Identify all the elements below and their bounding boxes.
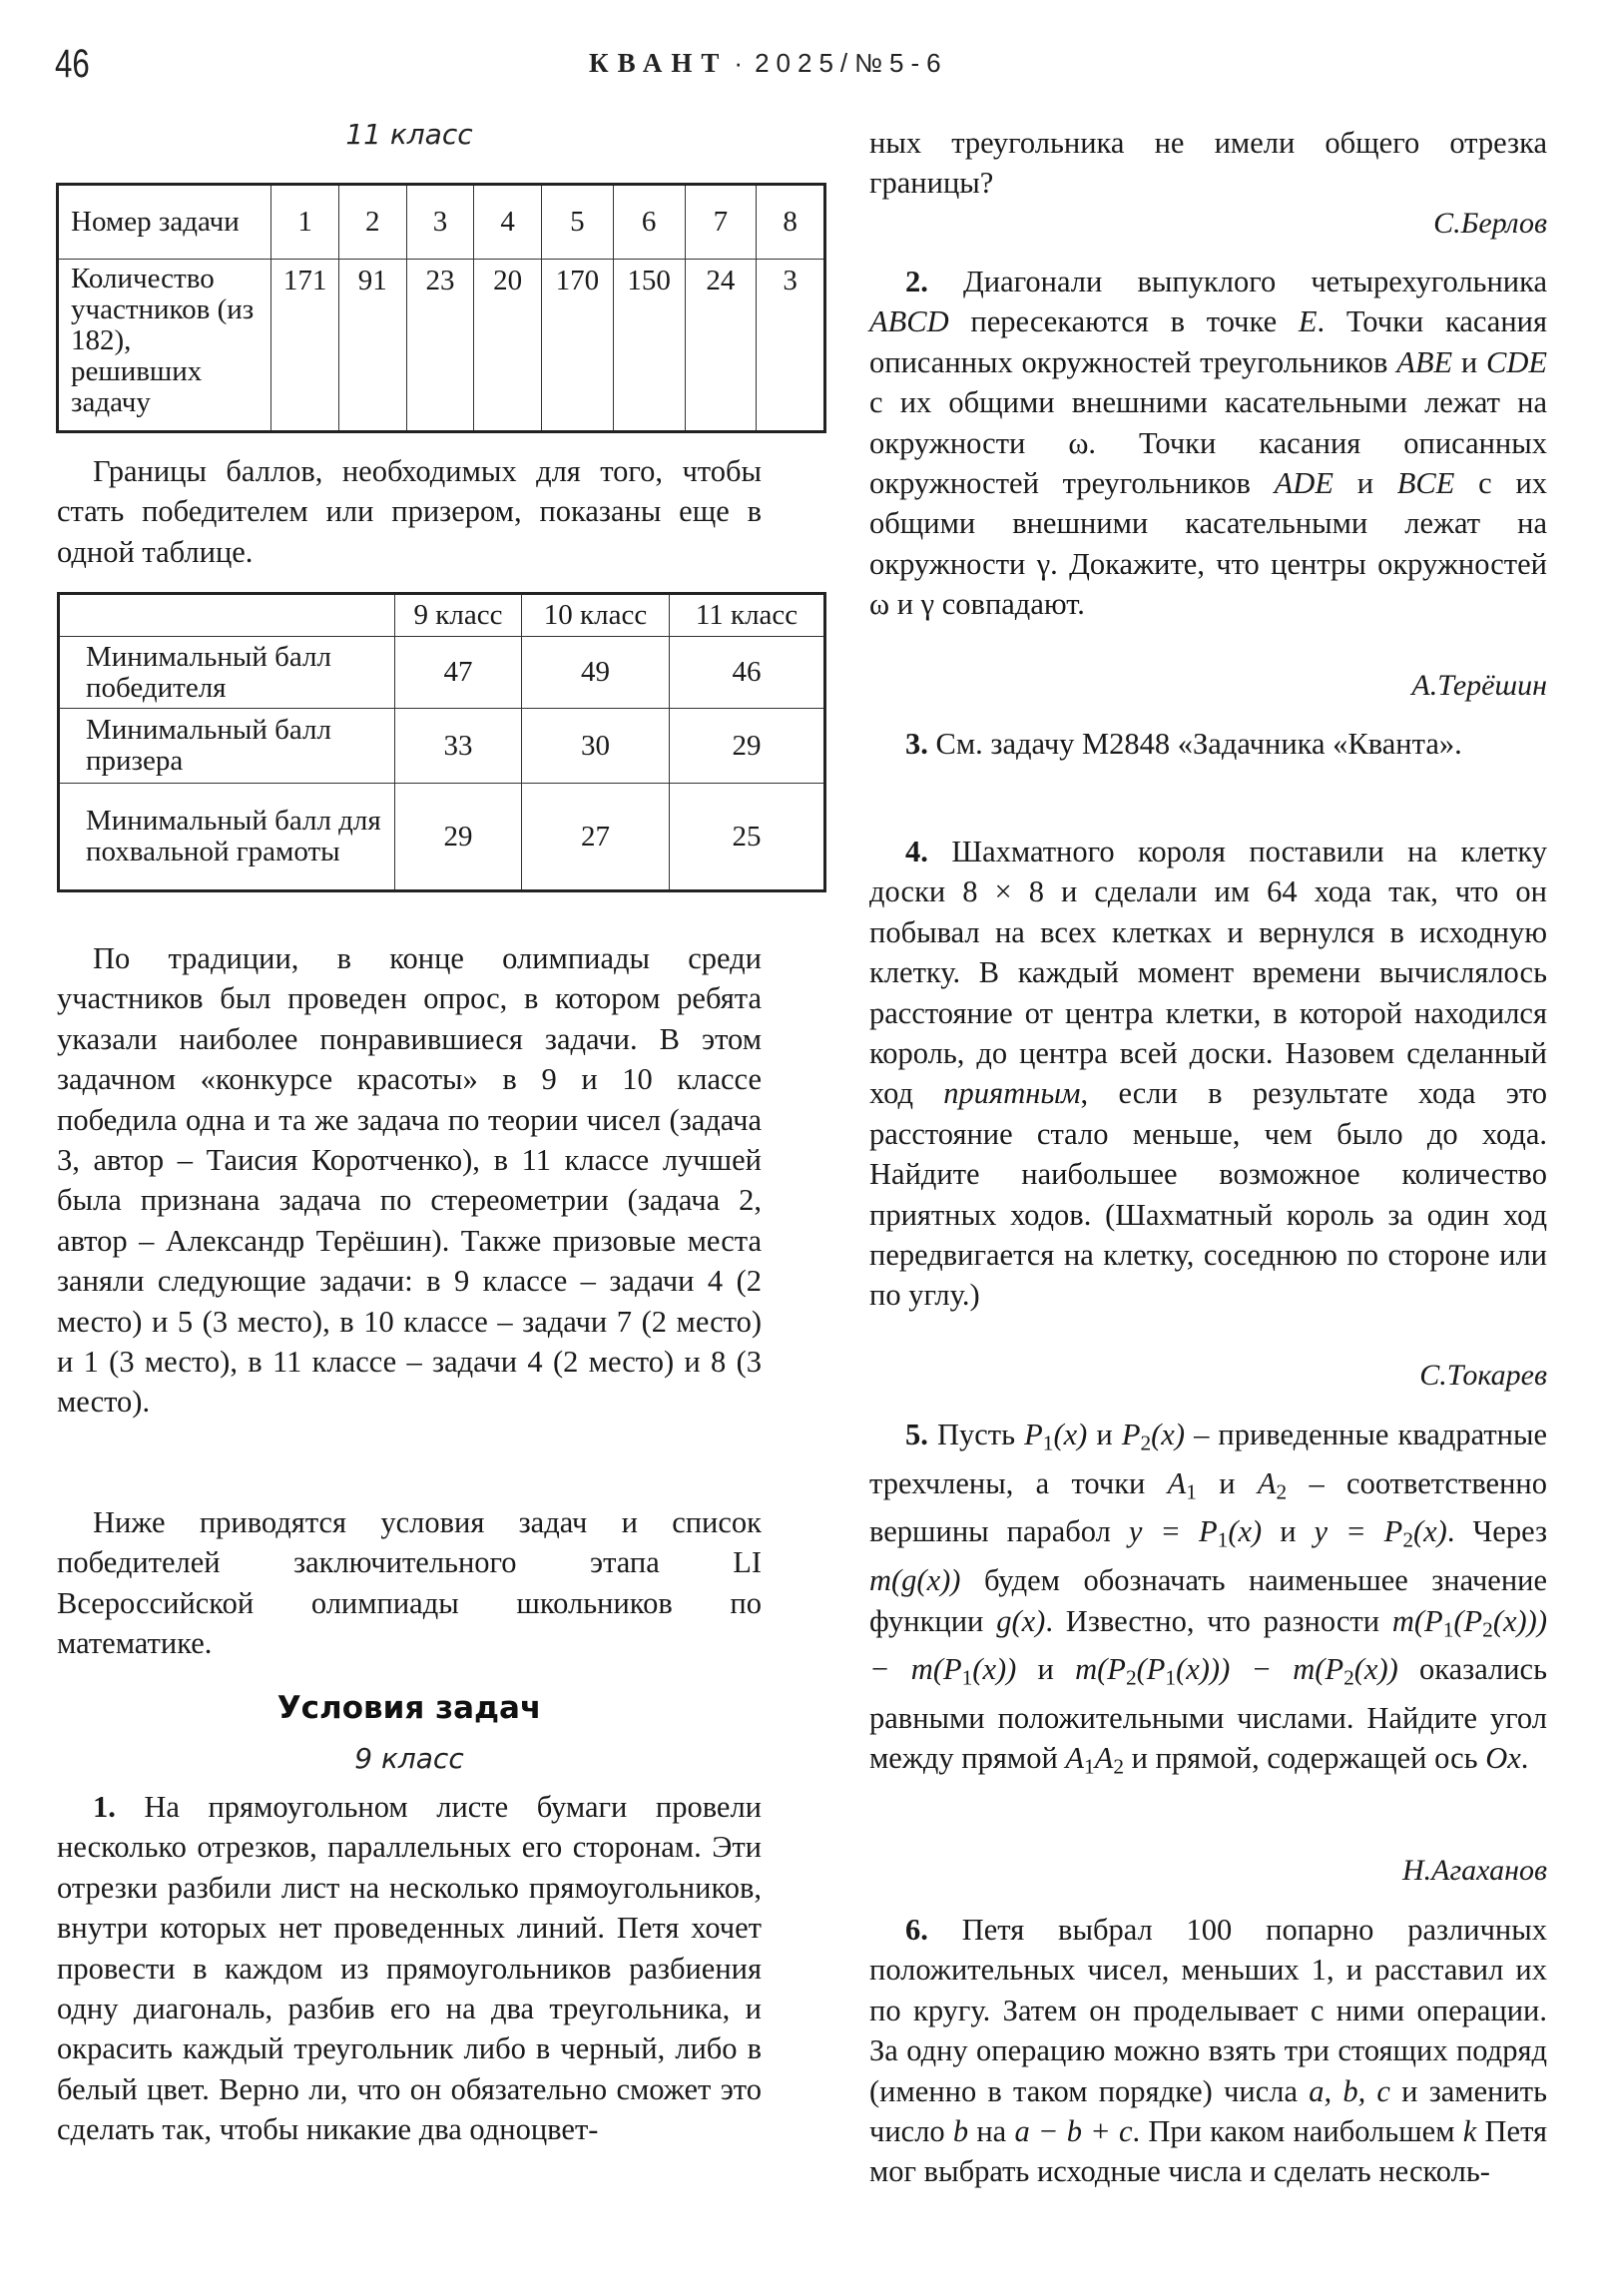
running-head bbox=[589, 48, 948, 79]
section-title: Условия задач bbox=[276, 1690, 542, 1726]
table-cell: 8 bbox=[757, 185, 825, 260]
table-cell: 25 bbox=[670, 784, 825, 891]
table-cell: 47 bbox=[395, 637, 522, 709]
problem-number: 6. bbox=[905, 1913, 928, 1947]
table-cell: 49 bbox=[522, 637, 670, 709]
math-expr: m(g(x)) bbox=[869, 1563, 961, 1598]
problem-3 bbox=[869, 724, 1547, 764]
math-var: CDE bbox=[1486, 344, 1548, 379]
problem-author: А.Терёшин bbox=[1411, 669, 1547, 702]
table-cell: 170 bbox=[542, 260, 614, 432]
math-var: ABCD bbox=[869, 304, 949, 339]
math-var: ABE bbox=[1396, 344, 1453, 379]
thresholds-paragraph: Границы баллов, необходимых для того, чтобы стать победителем или призером, показаны еще в одной таблице. bbox=[57, 454, 762, 569]
problem-text: См. задачу М2848 «Задачника «Кванта». bbox=[935, 727, 1462, 761]
math-expr: a − b + c bbox=[1014, 2114, 1133, 2149]
problem-author: Н.Агаханов bbox=[1401, 1854, 1547, 1887]
problem-6 bbox=[869, 1910, 1547, 2192]
table-row bbox=[59, 594, 825, 637]
problem-text: на bbox=[976, 2114, 1007, 2149]
problem-5 bbox=[869, 1415, 1547, 1787]
table-cell: 33 bbox=[395, 709, 522, 784]
problem-text: Пусть bbox=[936, 1418, 1016, 1451]
problem-text: и прямой, содержащей ось bbox=[1131, 1741, 1478, 1776]
problem-2 bbox=[869, 262, 1547, 625]
intro-paragraph: Ниже приводятся условия задач и список победителей заключительного этапа LI Всероссийской олимпиады школьников по математике. bbox=[57, 1505, 762, 1661]
table-cell: 29 bbox=[395, 784, 522, 891]
problem-number: 3. bbox=[905, 727, 928, 761]
problem-text: и bbox=[1280, 1514, 1297, 1549]
table-header-cell: Номер задачи bbox=[58, 185, 271, 260]
problem-text: – соответственно вершины парабол bbox=[869, 1465, 1547, 1549]
table-header-cell: 9 класс bbox=[395, 594, 522, 637]
math-expr: $y = P_2(x)$ bbox=[1314, 1514, 1447, 1552]
problem-text: Петя мог выбрать исходные числа и сделать несколь- bbox=[869, 2114, 1548, 2189]
problem-1 bbox=[57, 1787, 762, 2150]
math-expr: $m(P_2(P_1(x))) - m(P_2(x))$ bbox=[1075, 1652, 1398, 1690]
math-var: ADE bbox=[1274, 466, 1333, 501]
math-expr: $P_1(x)$ bbox=[1024, 1418, 1088, 1455]
table-cell: 2 bbox=[338, 185, 406, 260]
problem-text: и bbox=[1356, 466, 1374, 501]
table-cell: 46 bbox=[670, 637, 825, 709]
table-row-label: Минимальный балл призера bbox=[59, 709, 395, 784]
table-row-label: Минимальный балл для похвальной грамоты bbox=[59, 784, 395, 891]
problem-number: 5. bbox=[905, 1418, 928, 1451]
math-var: b bbox=[952, 2114, 969, 2149]
issue-number: 2025/№5-6 bbox=[755, 48, 948, 78]
problem-text: с их общими внешними касательными лежат на окружности γ. Докажите, что центры окружностей ω и γ совпадают. bbox=[869, 466, 1548, 622]
table-row bbox=[58, 260, 825, 432]
emphasis: приятным bbox=[943, 1076, 1081, 1111]
table-header-cell: 10 класс bbox=[522, 594, 670, 637]
problem-author: С.Берлов bbox=[1433, 207, 1547, 240]
problem-text: – приведенные квадратные трехчлены, а точки bbox=[869, 1418, 1548, 1500]
problem-text: Шахматного короля поставили на клетку доски 8 × 8 и сделали им 64 хода так, что он побывал на всех клетках и вернулся в исходную клетку. В каждый момент времени вычислялось расстояние от центра клетки, в которой находился король, до центра всей доски. Назовем сделанный ход bbox=[869, 835, 1547, 1111]
table-cell: 3 bbox=[757, 260, 825, 432]
class-11-heading: 11 класс bbox=[345, 118, 473, 151]
math-expr: $A_2$ bbox=[1257, 1465, 1288, 1504]
problem-text: и заменить число bbox=[869, 2073, 1548, 2149]
problem-text: , если в результате хода это расстояние стало меньше, чем было до хода. Найдите наибольшее возможное количество приятных ходов. (Шахматный король за один ход передвигается на клетку, соседнюю по стороне или по углу.) bbox=[869, 1076, 1547, 1313]
problem-author: С.Токарев bbox=[1419, 1359, 1547, 1392]
problem-text: и bbox=[1219, 1465, 1236, 1500]
table-cell: 4 bbox=[474, 185, 542, 260]
table-header-cell bbox=[59, 594, 395, 637]
solved-stats-table bbox=[56, 183, 826, 433]
math-var: a, b, c bbox=[1309, 2073, 1390, 2108]
table-row-label: Минимальный балл победителя bbox=[59, 637, 395, 709]
table-cell: 20 bbox=[474, 260, 542, 432]
survey-paragraph: По традиции, в конце олимпиады среди участников был проведен опрос, в котором ребята указали наиболее понравившиеся задачи. В этом задачном «конкурсе красоты» в 9 и 10 классе победила одна и та же задача по теории чисел (задача 3, автор – Таисия Коротченко), в 11 классе лучшей была признана задача по стереометрии (задача 2, автор – Александр Терёшин). Также призовые места заняли следующие задачи: в 9 классе – задачи 4 (2 место) и 5 (3 место), в 10 классе – задачи 7 (2 место) и 1 (3 место), в 11 классе – задачи 4 (2 место) и 8 (3 место). bbox=[57, 941, 762, 1420]
thresholds-table bbox=[57, 592, 826, 892]
table-cell: 150 bbox=[613, 260, 685, 432]
problem-text: . bbox=[1520, 1741, 1529, 1776]
table-row bbox=[59, 709, 825, 784]
problem-text: На прямоугольном листе бумаги провели несколько отрезков, параллельных его сторонам. Эти отрезки разбили лист на несколько прямоугольников, внутри которых нет проведенных линий. Петя хочет провести в каждом из прямоугольников разбиения одну диагональ, разбив его на два треугольника, и окрасить каждый треугольник либо в черный, либо в белый цвет. Верно ли, что он обязательно сможет это сделать так, чтобы никакие два одноцвет- bbox=[57, 1790, 763, 2147]
problem-text: . Известно, что разности bbox=[1045, 1603, 1380, 1638]
table-row bbox=[58, 185, 825, 260]
math-var: k bbox=[1462, 2114, 1477, 2149]
problem-text: . Через bbox=[1446, 1514, 1548, 1549]
math-expr: $m(P_1(P_2(x))) - m(P_1(x))$ bbox=[869, 1603, 1547, 1690]
table-cell: 5 bbox=[542, 185, 614, 260]
problem-text: будем обозначать наименьшее значение функции bbox=[869, 1563, 1547, 1638]
table-cell: 7 bbox=[685, 185, 757, 260]
problem-text: с их общими внешними касательными лежат на окружности ω. Точки касания описанных окружностей треугольников bbox=[869, 385, 1547, 501]
table-cell: 171 bbox=[271, 260, 339, 432]
table-cell: 24 bbox=[685, 260, 757, 432]
page-number: 46 bbox=[55, 42, 90, 86]
problem-text: . Точки касания описанных окружностей треугольников bbox=[869, 304, 1548, 379]
math-expr: g(x) bbox=[996, 1603, 1046, 1638]
math-expr: Ox bbox=[1485, 1741, 1521, 1776]
table-row bbox=[59, 784, 825, 891]
math-var: E bbox=[1298, 304, 1318, 339]
problem-text: оказались равными положительными числами. Найдите угол между прямой bbox=[869, 1652, 1548, 1776]
problem-text: и bbox=[1037, 1652, 1054, 1687]
problem-4 bbox=[869, 832, 1547, 1316]
table-row bbox=[59, 637, 825, 709]
table-header-cell: 11 класс bbox=[670, 594, 825, 637]
table-cell: 27 bbox=[522, 784, 670, 891]
math-expr: $y = P_1(x)$ bbox=[1128, 1514, 1263, 1552]
table-cell: 91 bbox=[338, 260, 406, 432]
table-cell: 1 bbox=[271, 185, 339, 260]
magazine-title: КВАНТ bbox=[589, 48, 729, 78]
problem-1-continued: ных треугольника не имели общего отрезка границы? bbox=[869, 126, 1547, 201]
separator-dot: · bbox=[734, 48, 750, 78]
table-cell: 30 bbox=[522, 709, 670, 784]
problem-text: и bbox=[1460, 344, 1478, 379]
table-cell: 29 bbox=[670, 709, 825, 784]
problem-text: Диагонали выпуклого четырехугольника bbox=[963, 265, 1548, 298]
class-9-heading: 9 класс bbox=[354, 1742, 464, 1775]
problem-text: Петя выбрал 100 попарно различных положительных чисел, меньших 1, и расставил их по кругу. Затем он проделывает с ними операции. За одну операцию можно взять три стоящих подряд (именно в таком порядке) числа bbox=[869, 1913, 1547, 2108]
table-cell: 6 bbox=[613, 185, 685, 260]
problem-text: и bbox=[1096, 1418, 1113, 1451]
table-header-cell: Количество участников (из 182), решивших задачу bbox=[58, 260, 271, 432]
problem-number: 1. bbox=[93, 1790, 116, 1824]
problem-text: . При каком наибольшем bbox=[1132, 2114, 1455, 2149]
math-var: BCE bbox=[1396, 466, 1455, 501]
problem-text: пересекаются в точке bbox=[970, 304, 1278, 339]
math-expr: $A_1A_2$ bbox=[1065, 1741, 1125, 1779]
problem-number: 2. bbox=[905, 265, 928, 298]
table-cell: 23 bbox=[406, 260, 474, 432]
table-cell: 3 bbox=[406, 185, 474, 260]
math-expr: $A_1$ bbox=[1167, 1465, 1197, 1504]
math-expr: $P_2(x)$ bbox=[1121, 1418, 1185, 1455]
problem-number: 4. bbox=[905, 835, 928, 868]
